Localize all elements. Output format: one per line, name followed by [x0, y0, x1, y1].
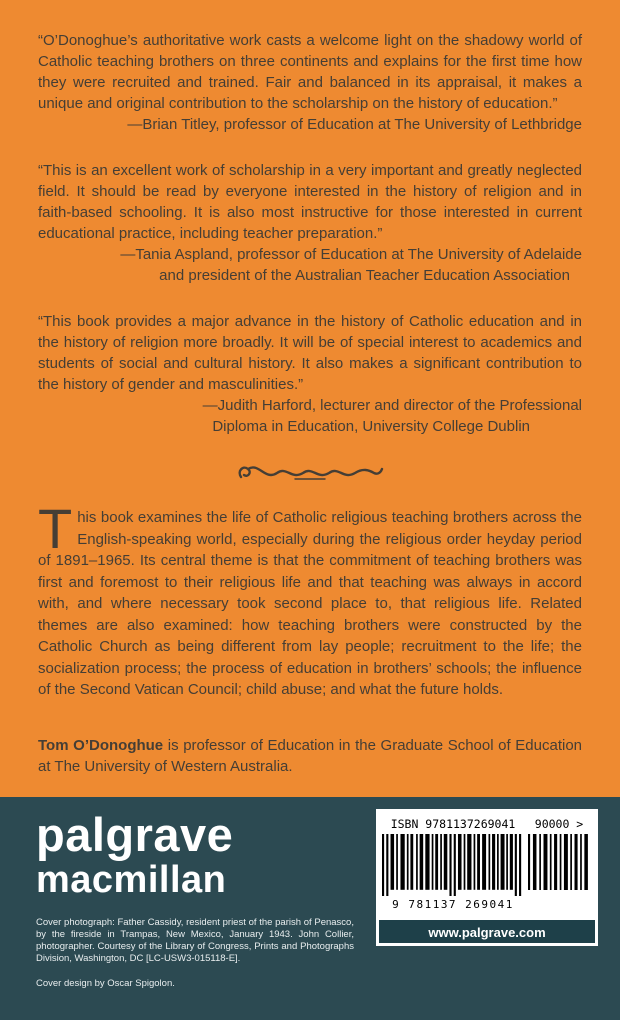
publisher-url: www.palgrave.com: [376, 920, 598, 946]
quote-text: “This is an excellent work of scholarship in a very important and greatly neglected field. It should be read by everyone interested in the history of religion and in faith-based schooling. It is also most instructive for those interested in current educational practice, including teacher preparation.”: [38, 162, 582, 242]
addon-barcode-icon: [528, 834, 590, 890]
main-barcode: [382, 815, 524, 915]
logo-macmillan: macmillan: [36, 859, 227, 901]
author-name: Tom O’Donoghue: [38, 736, 164, 754]
quote-attribution: —Brian Titley, professor of Education at The University of Lethbridge: [127, 116, 582, 133]
quote-attribution: —Judith Harford, lecturer and director of the Professional: [202, 397, 582, 414]
cover-design-credit: Cover design by Oscar Spigolon.: [36, 978, 175, 989]
price-code: 90000 >: [534, 817, 584, 831]
endorsement-quote-1: [38, 30, 582, 135]
ean-barcode-icon: [382, 834, 524, 896]
isbn-number: ISBN 9781137269041: [390, 817, 516, 831]
endorsement-quote-2: [38, 160, 582, 286]
ornament-flourish-icon: [38, 462, 582, 489]
cover-photo-credit: Cover photograph: Father Cassidy, resident priest of the parish of Penasco, by the fireside in Trampas, New Mexico, January 1943. John Collier, photographer. Courtesy of the Library of Congress, Prints and Photographs Division, Washington, DC [LC-USW3-015118-E].: [36, 917, 354, 964]
quote-text: “O’Donoghue’s authoritative work casts a welcome light on the shadowy world of Catholic teaching brothers on three continents and explains for the first time how they were recruited and trained. Fair and balanced in its appraisal, it makes a unique and original contribution to the scholarship on the history of education.”: [38, 32, 582, 112]
barcode-area: [382, 815, 592, 915]
author-bio-text: is professor of Education in the Graduate School of Education at The University of Western Australia.: [38, 736, 583, 775]
quote-attribution: Diploma in Education, University College Dublin: [212, 418, 530, 435]
book-description: [38, 497, 582, 701]
logo-palgrave: palgrave: [36, 808, 234, 861]
publisher-footer: [0, 797, 620, 1020]
quote-attribution: and president of the Australian Teacher Education Association: [159, 267, 570, 284]
author-bio: [38, 735, 582, 777]
quote-attribution: —Tania Aspland, professor of Education at The University of Adelaide: [120, 246, 582, 263]
description-dropcap: T: [38, 497, 73, 560]
addon-barcode: [528, 815, 590, 890]
quote-text: “This book provides a major advance in the history of Catholic education and in the history of religion more broadly. It will be of special interest to academics and students of social and cultural history. It also makes a significant contribution to the history of gender and masculinities.”: [38, 313, 582, 393]
barcode-digits: 9 781137 269041: [382, 896, 524, 915]
barcode-block: [376, 809, 598, 946]
endorsement-quote-3: [38, 311, 582, 437]
description-text: his book examines the life of Catholic religious teaching brothers across the English-speaking world, especially during the religious order heyday period of 1891–1965. Its central theme is that the commitment of teaching brothers was first and foremost to their religious life and that teaching was always in accord with, and where necessary took second place to, that religious life. Related themes are also examined: how teaching brothers were constructed by the Catholic Church as being different from lay people; recruitment to the life; the socialization process; the process of education in brothers’ schools; the influence of the Second Vatican Council; child abuse; and what the future holds.: [38, 509, 582, 698]
